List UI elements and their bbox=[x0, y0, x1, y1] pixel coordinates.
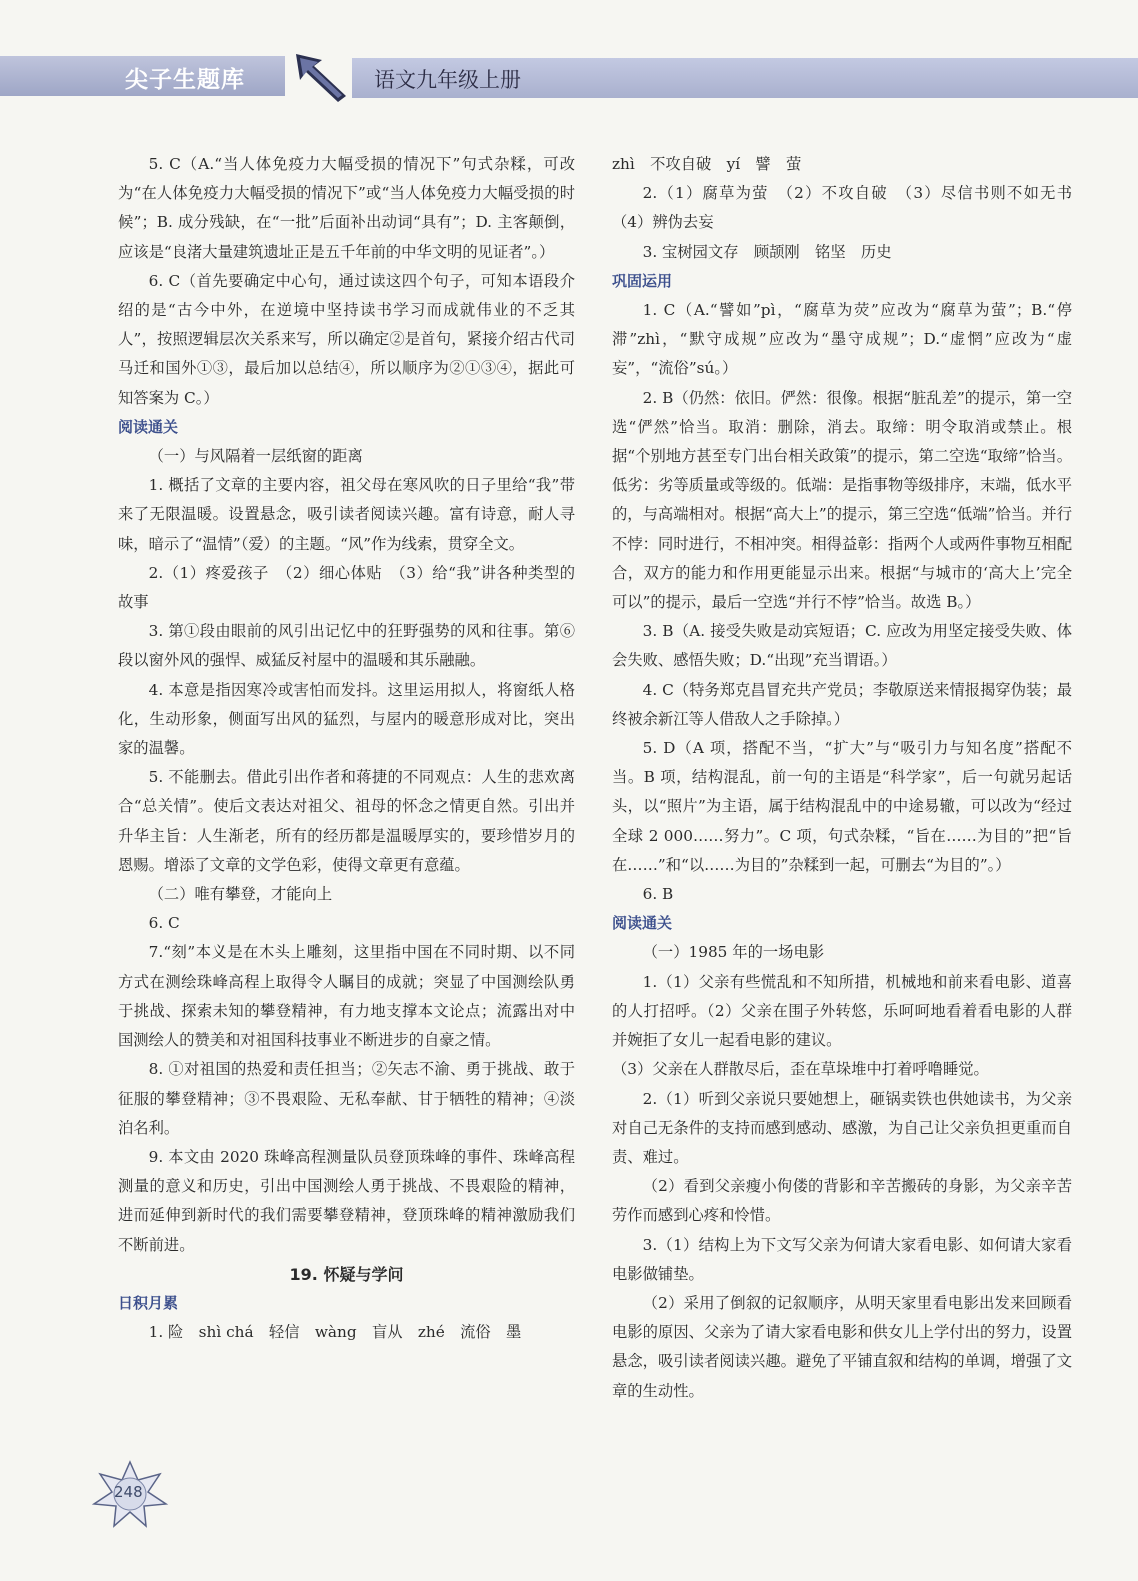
answer-paragraph: 3. 第①段由眼前的风引出记忆中的狂野强势的风和往事。第⑥段以窗外风的强悍、威猛反衬屋中的温暖和其乐融融。 bbox=[118, 622, 575, 670]
answer-paragraph: 5. D（A 项，搭配不当，“扩大”与“吸引力与知名度”搭配不当。B 项，结构混乱，前一句的主语是“科学家”，后一句就另起话头，以“照片”为主语，属于结构混乱中的中途易辙，可以改为“经过全球 2 000……努力”。C 项，句式杂糅，“旨在……为目的”把“旨在……”和“以……为目的”杂糅到一起，可删去“为目的”。） bbox=[612, 739, 1072, 874]
answer-paragraph: （一）1985 年的一场电影 bbox=[642, 943, 825, 962]
answer-paragraph: 2.（1）听到父亲说只要她想上，砸锅卖铁也供她读书，为父亲对自己无条件的支持而感到感动、感激，为自己让父亲负担更重而自责、难过。 bbox=[612, 1089, 1072, 1166]
page-number: 248 bbox=[114, 1483, 143, 1501]
answer-paragraph: 3. 宝树园文存 顾颉刚 铭坚 历史 bbox=[642, 242, 892, 261]
lesson-title: 19. 怀疑与学问 bbox=[289, 1264, 404, 1284]
page-header bbox=[0, 56, 1138, 102]
answer-paragraph: 6. C bbox=[148, 914, 180, 933]
answer-paragraph: 1. 险 shì chá 轻信 wàng 盲从 zhé 流俗 墨 bbox=[148, 1323, 522, 1342]
book-banner bbox=[352, 58, 1138, 98]
answer-paragraph: 5. 不能删去。借此引出作者和蒋捷的不同观点：人生的悲欢离合“总关情”。使后文表达对祖父、祖母的怀念之情更自然。引出并升华主旨：人生渐老，所有的经历都是温暖厚实的，要珍惜岁月的恩赐。增添了文章的文学色彩，使得文章更有意蕴。 bbox=[118, 768, 575, 874]
answer-paragraph: 3.（1）结构上为下文写父亲为何请大家看电影、如何请大家看电影做铺垫。 bbox=[612, 1235, 1072, 1283]
section-heading: 日积月累 bbox=[118, 1293, 179, 1312]
right-column bbox=[612, 150, 1088, 1406]
answer-paragraph: （二）唯有攀登，才能向上 bbox=[148, 885, 333, 904]
answer-paragraph: 1. C（A.“譬如”pì，“腐草为荧”应改为“腐草为萤”；B.“停滞”zhì，“默守成规”应改为“墨守成规”；D.“虚惘”应改为“虚妄”，“流俗”sú。） bbox=[612, 301, 1072, 378]
answer-paragraph: 9. 本文由 2020 珠峰高程测量队员登顶珠峰的事件、珠峰高程测量的意义和历史，引出中国测绘人勇于挑战、不畏艰险的精神，进而延伸到新时代的我们需要攀登精神，登顶珠峰的精神激励我们不断前进。 bbox=[118, 1147, 575, 1254]
answer-paragraph: 8. ①对祖国的热爱和责任担当；②矢志不渝、勇于挑战、敢于征服的攀登精神；③不畏艰险、无私奉献、甘于牺牲的精神；④淡泊名利。 bbox=[118, 1060, 575, 1137]
answer-paragraph: （一）与风隔着一层纸窗的距离 bbox=[148, 447, 363, 466]
answer-paragraph: （2）看到父亲瘦小佝偻的背影和辛苦搬砖的身影，为父亲辛苦劳作而感到心疼和怜惜。 bbox=[612, 1177, 1072, 1225]
answer-paragraph: 2.（1）腐草为萤 （2）不攻自破 （3）尽信书则不如无书 （4）辨伪去妄 bbox=[612, 184, 1088, 232]
book-title: 语文九年级上册 bbox=[374, 68, 521, 92]
answer-paragraph: 2. B（仍然：依旧。俨然：很像。根据“脏乱差”的提示，第一空选“俨然”恰当。取消：删除，消去。取缔：明令取消或禁止。根据“个别地方甚至专门出台相关政策”的提示，第二空选“取缔”恰当。低劣：劣等质量或等级的。低端：是指事物等级排序，末端，低水平的，与高端相对。根据“高大上”的提示，第三空选“低端”恰当。并行不悖：同时进行，不相冲突。相得益彰：指两个人或两件事物互相配合，双方的能力和作用更能显示出来。根据“与城市的‘高大上’完全可以”的提示，最后一空选“并行不悖”恰当。故选 B。） bbox=[612, 388, 1072, 612]
brand-title: 尖子生题库 bbox=[125, 67, 245, 93]
answer-paragraph: （3）父亲在人群散尽后，歪在草垛堆中打着呼噜睡觉。 bbox=[612, 1060, 989, 1079]
brand-banner bbox=[0, 56, 285, 96]
answer-paragraph: 3. B（A. 接受失败是动宾短语；C. 应改为用坚定接受失败、体会失败、感悟失败；D.“出现”充当谓语。） bbox=[612, 622, 1072, 670]
answer-paragraph: 4. C（特务郑克昌冒充共产党员；李敬原送来情报揭穿伪装；最终被余新江等人借敌人之手除掉。） bbox=[612, 680, 1072, 728]
answer-paragraph: 1. 概括了文章的主要内容，祖父母在寒风吹的日子里给“我”带来了无限温暖。设置悬念，吸引读者阅读兴趣。富有诗意，耐人寻味，暗示了“温情”（爱）的主题。“风”作为线索，贯穿全文。 bbox=[118, 476, 575, 553]
answer-paragraph: 6. C（首先要确定中心句，通过读这四个句子，可知本语段介绍的是“古今中外，在逆境中坚持读书学习而成就伟业的不乏其人”，按照逻辑层次关系来写，所以确定②是首句，紧接介绍古代司马迁和国外①③，最后加以总结④，所以顺序为②①③④，据此可知答案为 C。） bbox=[118, 271, 575, 407]
answer-paragraph: zhì 不攻自破 yí 譬 萤 bbox=[612, 155, 802, 173]
arrow-icon bbox=[292, 50, 350, 104]
left-column bbox=[118, 150, 575, 1347]
answer-paragraph: 6. B bbox=[642, 885, 674, 904]
answer-paragraph: 2.（1）疼爱孩子 （2）细心体贴 （3）给“我”讲各种类型的故事 bbox=[118, 563, 575, 612]
answer-paragraph: 1.（1）父亲有些慌乱和不知所措，机械地和前来看电影、道喜的人打招呼。（2）父亲在围子外转悠，乐呵呵地看着看电影的人群并婉拒了女儿一起看电影的建议。 bbox=[612, 972, 1072, 1050]
answer-paragraph: 4. 本意是指因寒冷或害怕而发抖。这里运用拟人，将窗纸人格化，生动形象，侧面写出风的猛烈，与屋内的暖意形成对比，突出家的温馨。 bbox=[118, 680, 575, 758]
answer-paragraph: （2）采用了倒叙的记叙顺序，从明天家里看电影出发来回顾看电影的原因、父亲为了请大家看电影和供女儿上学付出的努力，设置悬念，吸引读者阅读兴趣。避免了平铺直叙和结构的单调，增强了文章的生动性。 bbox=[612, 1293, 1072, 1400]
answer-paragraph: 5. C（A.“当人体免疫力大幅受损的情况下”句式杂糅，可改为“在人体免疫力大幅受损的情况下”或“当人体免疫力大幅受损的时候”；B. 成分残缺，在“一批”后面补出动词“具有”；D. 主客颠倒，应该是“良渚大量建筑遗址正是五千年前的中华文明的见证者”。） bbox=[118, 155, 575, 261]
section-heading: 巩固运用 bbox=[612, 271, 673, 290]
section-heading: 阅读通关 bbox=[612, 914, 673, 933]
answer-paragraph: 7.“刻”本义是在木头上雕刻，这里指中国在不同时期、以不同方式在测绘珠峰高程上取得令人瞩目的成就；突显了中国测绘队勇于挑战、探索未知的攀登精神，有力地支撑本文论点；流露出对中国测绘人的赞美和对祖国科技事业不断进步的自豪之情。 bbox=[118, 943, 575, 1050]
section-heading: 阅读通关 bbox=[118, 417, 179, 436]
